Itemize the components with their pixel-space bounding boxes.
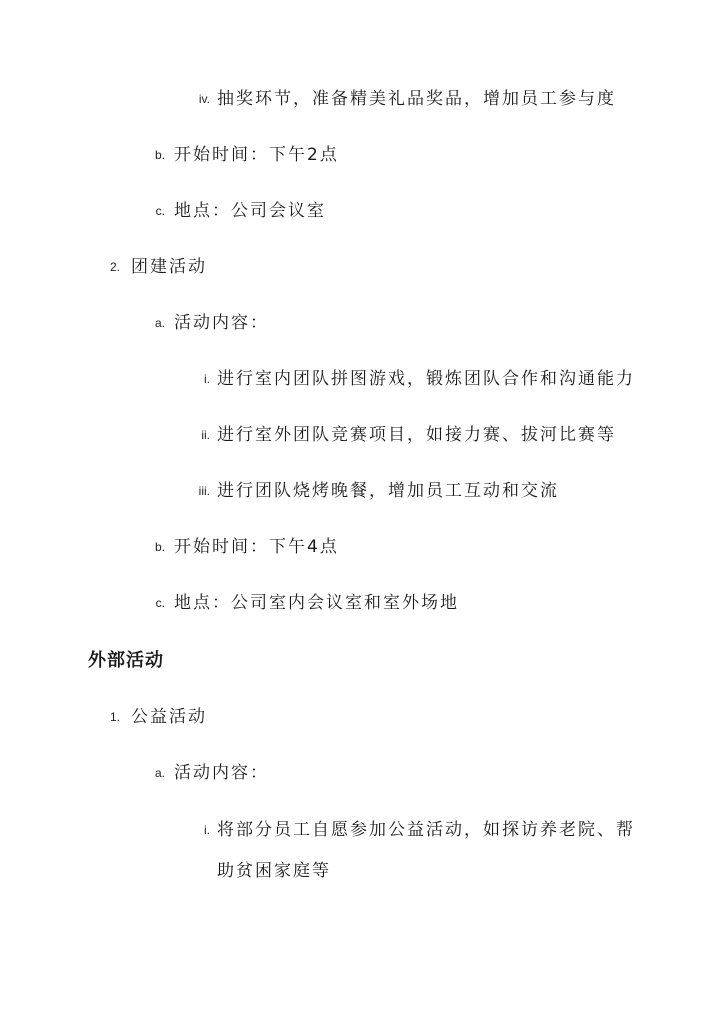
list-item-text: 地点：公司会议室 [174, 201, 326, 221]
list-marker: iv. [198, 92, 210, 106]
list-marker: c. [155, 204, 165, 218]
list-item-text: 公益活动 [131, 707, 207, 727]
list-marker: i. [204, 823, 210, 837]
list-marker: i. [204, 372, 210, 386]
list-marker: a. [154, 766, 165, 780]
list-item-text: 开始时间：下午4点 [174, 537, 339, 557]
list-item-text: 助贫困家庭等 [217, 861, 331, 881]
list-item-text: 活动内容： [174, 313, 269, 333]
list-item-text: 活动内容： [174, 763, 269, 783]
list-item-text: 将部分员工自愿参加公益活动，如探访养老院、帮 [217, 820, 635, 840]
list-item-text: 开始时间：下午2点 [174, 145, 339, 165]
list-marker: c. [155, 596, 165, 610]
list-item-text: 地点：公司室内会议室和室外场地 [174, 593, 459, 613]
list-marker: 2. [109, 260, 120, 274]
list-item-text: 进行室内团队拼图游戏，锻炼团队合作和沟通能力 [217, 369, 635, 389]
list-marker: b. [154, 148, 165, 162]
list-item-text: 团建活动 [131, 257, 207, 277]
list-marker: b. [154, 540, 165, 554]
list-item-text: 进行室外团队竞赛项目，如接力赛、拔河比赛等 [217, 425, 616, 445]
list-item-text: 抽奖环节，准备精美礼品奖品，增加员工参与度 [217, 89, 616, 109]
section-heading: 外部活动 [88, 650, 164, 671]
list-item-text: 进行团队烧烤晚餐，增加员工互动和交流 [217, 481, 559, 501]
list-marker: iii. [198, 484, 210, 498]
list-marker: ii. [201, 428, 210, 442]
list-marker: a. [154, 316, 165, 330]
list-marker: 1. [109, 710, 120, 724]
